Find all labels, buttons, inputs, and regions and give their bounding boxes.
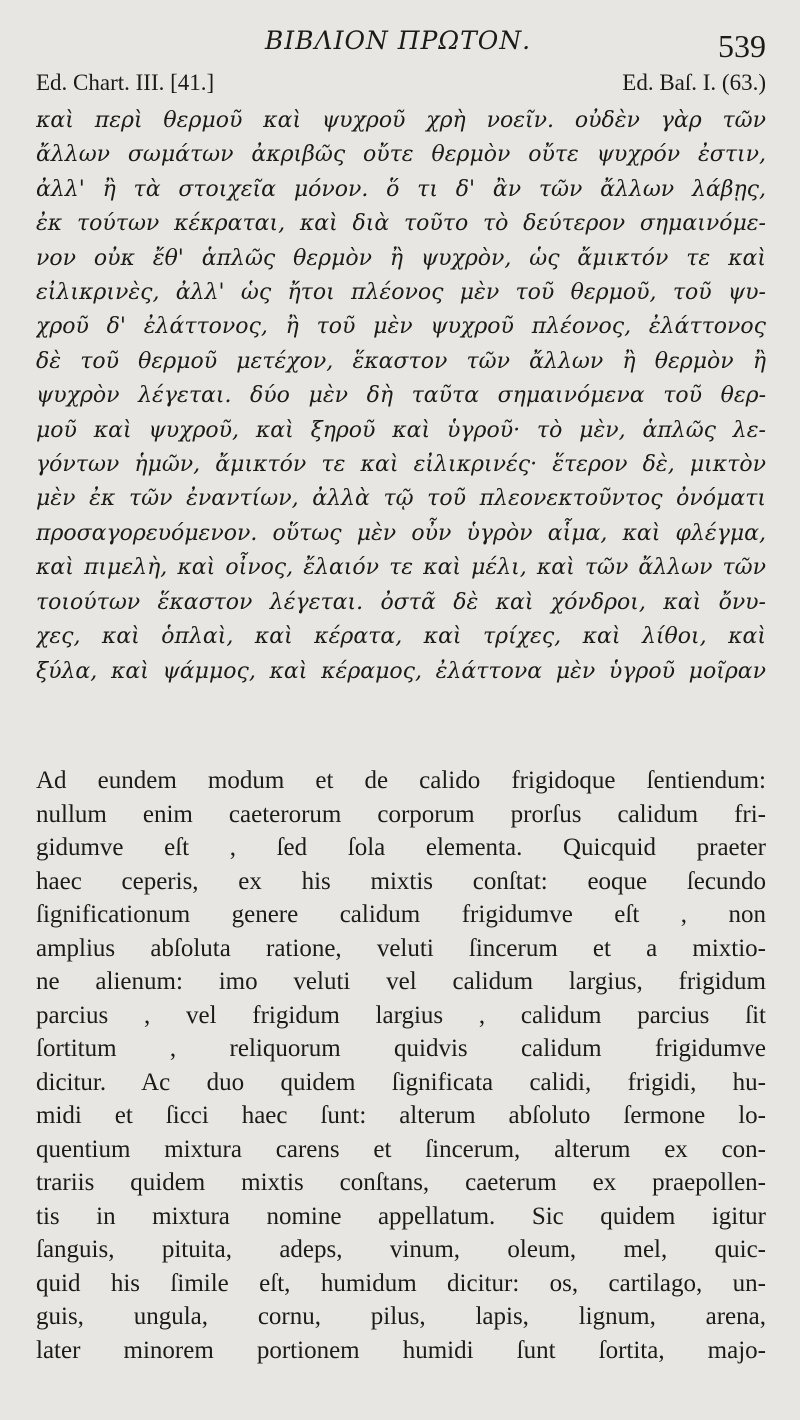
greek-text-block [36, 104, 766, 689]
latin-line: quentium mixtura carens et ſincerum, alterum ex con- [36, 1135, 766, 1163]
latin-line: ſortitum , reliquorum quidvis calidum frigidumve [36, 1035, 766, 1062]
latin-text-block [36, 764, 766, 1367]
running-title: ΒΙΒΛΙΟΝ ΠΡΩΤΟΝ. [264, 26, 532, 55]
latin-line: tis in mixtura nomine appellatum. Sic quidem igitur [36, 1202, 766, 1230]
greek-line: ψυχρὸν λέγεται. δύο μὲν δὴ ταῦτα σημαινόμενα τοῦ θερ- [36, 383, 766, 409]
latin-line: parcius , vel frigidum largius , calidum parcius ſit [36, 1001, 766, 1029]
greek-line: χες, καὶ ὁπλαὶ, καὶ κέρατα, καὶ τρίχες, καὶ λίθοι, καὶ [36, 624, 766, 650]
page-number: 539 [718, 28, 766, 64]
greek-line: μοῦ καὶ ψυχροῦ, καὶ ξηροῦ καὶ ὑγροῦ· τὸ μὲν, ἁπλῶς λε- [36, 417, 766, 443]
greek-line: τοιούτων ἕκαστον λέγεται. ὀστᾶ δὲ καὶ χόνδροι, καὶ ὄνυ- [36, 589, 766, 615]
greek-line: μὲν ἐκ τῶν ἐναντίων, ἀλλὰ τῷ τοῦ πλεονεκτοῦντος ὀνόματι [36, 486, 766, 512]
latin-line: guis, ungula, cornu, pilus, lapis, lignum, arena, [36, 1303, 766, 1330]
greek-line: χροῦ δ' ἐλάττονος, ἢ τοῦ μὲν ψυχροῦ πλέονος, ἐλάττονος [36, 314, 766, 340]
edition-reference-basel: Ed. Baſ. I. (63.) [622, 70, 766, 95]
greek-line: εἰλικρινὲς, ἀλλ' ὡς ἤτοι πλέονος μὲν τοῦ θερμοῦ, τοῦ ψυ- [36, 280, 766, 306]
latin-line: gidumve eſt , ſed ſola elementa. Quicquid praeter [36, 834, 766, 861]
greek-line: ξύλα, καὶ ψάμμος, καὶ κέραμος, ἐλάττονα μὲν ὑγροῦ μοῖραν [36, 658, 766, 684]
edition-references [36, 70, 766, 100]
greek-line: νον οὐκ ἔθ' ἁπλῶς θερμὸν ἢ ψυχρὸν, ὡς ἄμικτόν τε καὶ [36, 245, 766, 271]
latin-line: ſanguis, pituita, adeps, vinum, oleum, mel, quic- [36, 1236, 766, 1263]
greek-line: ἄλλων σωμάτων ἀκριβῶς οὔτε θερμὸν οὔτε ψυχρόν ἐστιν, [36, 142, 766, 168]
latin-line: ne alienum: imo veluti vel calidum largius, frigidum [36, 968, 766, 995]
greek-line: ἀλλ' ἢ τὰ στοιχεῖα μόνον. ὅ τι δ' ἂν τῶν ἄλλων λάβῃς, [36, 176, 766, 202]
latin-line: quid his ſimile eſt, humidum dicitur: os, cartilago, un- [36, 1269, 766, 1297]
greek-line: ἐκ τούτων κέκραται, καὶ διὰ τοῦτο τὸ δεύτερον σημαινόμε- [36, 211, 766, 237]
latin-line: midi et ſicci haec ſunt: alterum abſoluto ſermone lo- [36, 1102, 766, 1129]
running-head [0, 24, 800, 64]
latin-line: dicitur. Ac duo quidem ſignificata calidi, frigidi, hu- [36, 1068, 766, 1096]
latin-line: amplius abſoluta ratione, veluti ſincerum et a mixtio- [36, 934, 766, 962]
latin-line: later minorem portionem humidi ſunt ſortita, majo- [36, 1336, 766, 1364]
greek-line: καὶ πιμελὴ, καὶ οἶνος, ἔλαιόν τε καὶ μέλι, καὶ τῶν ἄλλων τῶν [36, 555, 766, 581]
latin-line: nullum enim caeterorum corporum prorſus calidum fri- [36, 800, 766, 828]
latin-line: Ad eundem modum et de calido frigidoque ſentiendum: [36, 767, 766, 794]
latin-line: ſignificationum genere calidum frigidumve eſt , non [36, 901, 766, 928]
edition-reference-chartier: Ed. Chart. III. [41.] [36, 70, 215, 95]
latin-line: trariis quidem mixtis conſtans, caeterum ex praepollen- [36, 1169, 766, 1196]
greek-line: προσαγορευόμενον. οὕτως μὲν οὖν ὑγρὸν αἷμα, καὶ φλέγμα, [36, 520, 766, 546]
latin-line: haec ceperis, ex his mixtis conſtat: eoque ſecundo [36, 867, 766, 895]
greek-line: δὲ τοῦ θερμοῦ μετέχον, ἕκαστον τῶν ἄλλων ἢ θερμὸν ἢ [36, 348, 766, 374]
greek-line: καὶ περὶ θερμοῦ καὶ ψυχροῦ χρὴ νοεῖν. οὐδὲν γὰρ τῶν [36, 108, 766, 133]
greek-line: γόντων ἡμῶν, ἄμικτόν τε καὶ εἰλικρινές· ἕτερον δὲ, μικτὸν [36, 452, 766, 478]
